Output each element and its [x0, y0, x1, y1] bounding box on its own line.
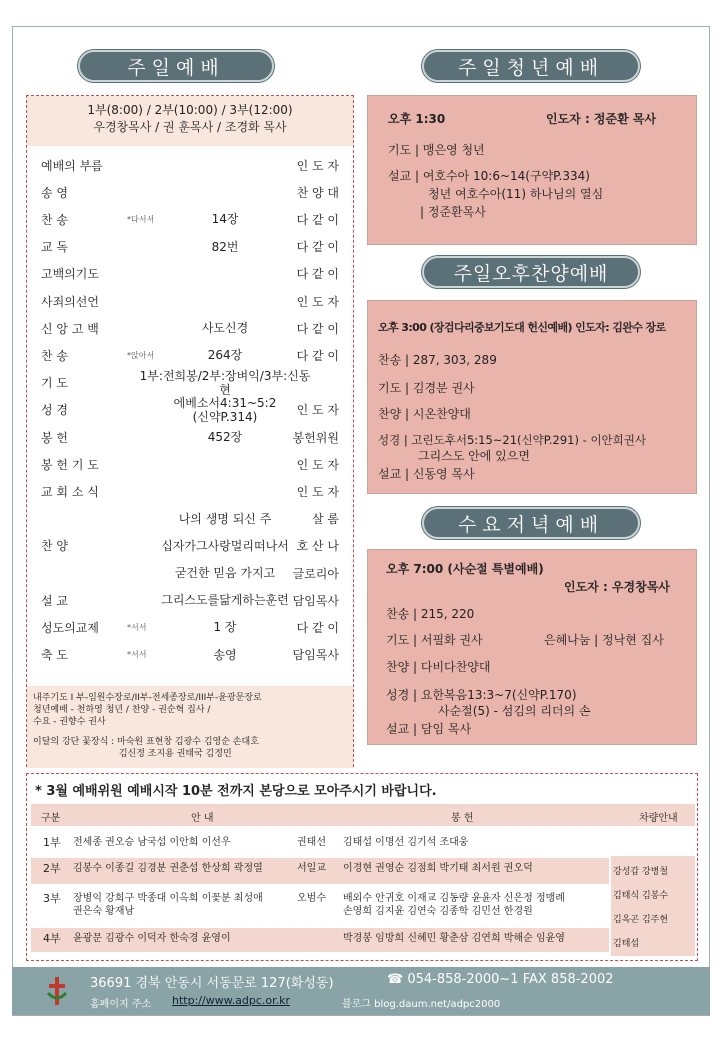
order-leader: 찬 양 대 — [296, 185, 339, 200]
wednesday-service-box — [367, 549, 697, 745]
committee-row — [31, 858, 609, 884]
wednesday-praise: 찬양 | 다비다찬양대 — [386, 660, 491, 674]
order-row — [27, 560, 353, 586]
youth-sermon-title: 청년 여호수아(11) 하나님의 열심 — [428, 187, 604, 201]
order-item: 사죄의선언 — [41, 294, 99, 309]
order-item: 축 도 — [41, 648, 68, 663]
youth-sermon-preacher: | 정준환목사 — [420, 205, 486, 219]
wednesday-title-text: 수요저녁예배 — [457, 513, 605, 536]
afternoon-prayer: 기도 | 김경분 권사 — [378, 381, 475, 395]
order-content: 사도신경 — [201, 321, 249, 336]
committee-row — [31, 928, 609, 952]
homepage-label: 홈페이지 주소 — [90, 999, 152, 1010]
sunday-order-box — [26, 95, 354, 767]
note-line: 수요 - 권향수 권사 — [33, 717, 106, 727]
order-leader: 글로리아 — [292, 566, 339, 581]
order-row — [27, 614, 353, 640]
afternoon-title-text: 주일오후찬양예배 — [453, 262, 609, 285]
header-part: 구분 — [41, 813, 61, 824]
order-content: 굳건한 믿음 가지고 — [174, 566, 276, 580]
committee-table-header — [31, 804, 695, 826]
row-lead: 오범수 — [297, 893, 326, 904]
order-leader: 다 같 이 — [296, 240, 339, 255]
wednesday-grace-sharing: 은혜나눔 | 정낙현 집사 — [544, 633, 664, 647]
order-item: 송 영 — [41, 185, 68, 200]
footer-blog: 블로그 blog.daum.net/adpc2000 — [342, 999, 501, 1010]
order-posture: *서서 — [127, 622, 147, 632]
order-row — [27, 206, 353, 232]
afternoon-sermon-title: 그리스도 안에 있으면 — [418, 449, 530, 463]
homepage-link[interactable]: http://www.adpc.or.kr — [172, 994, 291, 1007]
order-row — [27, 342, 353, 368]
order-leader: 인 도 자 — [296, 484, 339, 499]
order-content: 나의 생명 되신 주 — [178, 511, 272, 526]
youth-service-box — [367, 95, 697, 245]
order-content: 에베소서4:31~5:2 (신약P.314) — [173, 395, 277, 424]
note-line: 내주기도 I 부-임원수장로/II부-전세종장로/III부-윤광문장로 — [33, 693, 262, 703]
order-item: 고백의기도 — [41, 267, 99, 282]
order-content: 그리스도를닮게하는훈련 — [161, 593, 289, 608]
order-row — [27, 424, 353, 450]
driver-line: 김태섭 — [613, 939, 640, 949]
order-row — [27, 315, 353, 341]
order-content: 송영 — [213, 647, 237, 662]
wednesday-service-title — [422, 507, 640, 539]
order-row — [27, 642, 353, 668]
note-line: 김신정 조지용 권태국 김정민 — [33, 749, 232, 759]
order-content: 14장 — [211, 212, 239, 227]
committee-section — [26, 773, 698, 961]
note-line: 청년예배 - 천하영 청년 / 찬양 - 권순혁 집사 / — [33, 705, 211, 715]
youth-title-text: 주일청년예배 — [457, 56, 605, 79]
order-row — [27, 234, 353, 260]
order-leader: 호 산 나 — [296, 539, 339, 554]
order-row — [27, 288, 353, 314]
order-content: 십자가그사랑멀리떠나서 — [161, 538, 289, 553]
committee-heading: * 3월 예배위원 예배시작 10분 전까지 본당으로 모아주시기 바랍니다. — [35, 784, 437, 799]
order-leader: 담임목사 — [292, 593, 339, 608]
row-guide: 전세종 권오승 남국섭 이안희 이선우 — [73, 837, 231, 848]
church-logo-icon — [44, 975, 70, 1007]
row-offering: 배외수 안귀호 이재교 김동량 윤윤자 신은정 정맹례 손영희 김지윤 김연숙 김종학 김민선 한경원 — [343, 893, 565, 917]
footer-bar — [12, 967, 710, 1015]
driver-line: 김옥곤 김주현 — [613, 915, 669, 925]
row-guide: 윤광문 김광수 이덕자 한숙경 윤영이 — [73, 933, 231, 944]
row-part: 1부 — [43, 836, 61, 849]
sunday-notes — [27, 686, 353, 768]
order-posture: *서서 — [127, 650, 147, 660]
order-item: 찬 양 — [41, 539, 68, 554]
order-leader: 봉헌위원 — [292, 430, 339, 445]
footer-address: 36691 경북 안동시 서동문로 127(화성동) — [90, 976, 334, 991]
order-item: 찬 송 — [41, 212, 68, 227]
header-guide: 안 내 — [191, 813, 214, 824]
row-offering: 박경봉 임방희 신혜민 황춘삼 김연희 박해순 임윤영 — [343, 933, 565, 944]
sunday-times: 1부(8:00) / 2부(10:00) / 3부(12:00) — [87, 103, 293, 117]
row-lead: 권태선 — [297, 837, 326, 848]
committee-row — [31, 888, 609, 924]
order-posture: *앉아서 — [127, 350, 155, 360]
youth-time: 오후 1:30 — [388, 112, 446, 126]
order-item: 성 경 — [41, 403, 68, 418]
order-leader: 살 롬 — [312, 512, 339, 527]
youth-service-title — [422, 50, 640, 82]
order-content: 82번 — [211, 239, 239, 254]
afternoon-sermon: 설교 | 신동영 목사 — [378, 467, 475, 481]
afternoon-praise: 찬양 | 시온찬양대 — [378, 407, 471, 421]
sunday-title-text: 주일예배 — [127, 56, 225, 79]
row-guide: 장병익 강희구 박종대 이옥희 이꽃분 최성애 권은숙 황재남 — [73, 893, 263, 917]
order-leader: 인 도 자 — [296, 457, 339, 472]
row-part: 3부 — [43, 892, 61, 905]
wednesday-time: 오후 7:00 (사순절 특별예배) — [386, 562, 544, 576]
order-row — [27, 397, 353, 423]
order-content: 452장 — [207, 430, 243, 444]
row-lead: 서일교 — [297, 863, 326, 874]
order-content: 264장 — [207, 348, 243, 363]
order-row — [27, 152, 353, 178]
wednesday-sermon-title: 사순절(5) - 섬김의 리더의 손 — [438, 704, 591, 718]
youth-prayer: 기도 | 맹은영 청년 — [388, 143, 485, 157]
order-leader: 다 같 이 — [296, 212, 339, 227]
sunday-pastors: 우경창목사 / 권 훈목사 / 조경화 목사 — [93, 120, 287, 134]
driver-line: 강성갑 강병철 — [613, 867, 669, 877]
wednesday-hymn: 찬송 | 215, 220 — [386, 607, 475, 621]
order-row — [27, 261, 353, 287]
order-row — [27, 451, 353, 477]
row-offering: 이경현 권영순 김점희 박기태 최서원 권오덕 — [343, 863, 533, 874]
order-content: 1부:전희봉/2부:장벼익/3부:신동현 — [139, 368, 311, 397]
order-row — [27, 533, 353, 559]
header-drivers: 차량안내 — [639, 813, 678, 824]
order-row — [27, 370, 353, 396]
wednesday-leader: 인도자 : 우경창목사 — [564, 580, 670, 594]
order-leader: 담임목사 — [292, 648, 339, 663]
footer-phone: ☎ 054-858-2000~1 FAX 858-2002 — [387, 972, 614, 987]
order-row — [27, 179, 353, 205]
wednesday-prayer: 기도 | 서필화 권사 — [386, 633, 483, 647]
row-part: 4부 — [43, 932, 61, 945]
row-part: 2부 — [43, 862, 61, 875]
order-item: 봉 헌 기 도 — [41, 457, 99, 472]
order-posture: *다서서 — [127, 214, 155, 224]
order-item: 기 도 — [41, 376, 68, 391]
afternoon-service-title — [422, 256, 640, 288]
order-leader: 다 같 이 — [296, 321, 339, 336]
order-item: 예배의 부름 — [41, 158, 103, 173]
order-leader: 인 도 자 — [296, 294, 339, 309]
note-line: 이달의 강단 꽃장식 : 마숙원 표현창 김광수 김영순 손대호 — [33, 737, 259, 747]
order-leader: 다 같 이 — [296, 267, 339, 282]
order-item: 찬 송 — [41, 348, 68, 363]
sunday-service-title — [78, 50, 274, 82]
order-row — [27, 587, 353, 613]
driver-line: 김태식 김봉수 — [613, 891, 669, 901]
order-item: 신 앙 고 백 — [41, 321, 99, 336]
order-item: 설 교 — [41, 593, 68, 608]
order-leader: 인 도 자 — [296, 403, 339, 418]
order-row — [27, 478, 353, 504]
order-content: 1 장 — [213, 620, 237, 635]
order-leader: 인 도 자 — [296, 158, 339, 173]
youth-leader: 인도자 : 정준환 목사 — [546, 112, 657, 126]
row-guide: 김봉수 이종길 김경분 권춘섭 한상희 곽정열 — [73, 863, 263, 874]
afternoon-scripture: 성경 | 고린도후서5:15~21(신약P.291) - 이안희권사 — [378, 433, 646, 447]
afternoon-service-box — [367, 300, 697, 494]
order-item: 봉 헌 — [41, 430, 68, 445]
sunday-header — [27, 96, 353, 146]
youth-sermon-scripture: 설교 | 여호수아 10:6~14(구약P.334) — [388, 169, 590, 183]
order-leader: 다 같 이 — [296, 348, 339, 363]
drivers-cell — [611, 856, 695, 956]
wednesday-scripture: 성경 | 요한복음13:3~7(신약P.170) — [386, 688, 577, 702]
order-item: 교 독 — [41, 240, 68, 255]
wednesday-sermon: 설교 | 담임 목사 — [386, 722, 472, 736]
order-item: 교 회 소 식 — [41, 484, 99, 499]
committee-row — [31, 832, 609, 854]
order-leader: 다 같 이 — [296, 620, 339, 635]
order-row — [27, 506, 353, 532]
header-offering: 봉 헌 — [451, 813, 474, 824]
afternoon-hymn: 찬송 | 287, 303, 289 — [378, 353, 497, 367]
order-item: 성도의교제 — [41, 620, 99, 635]
afternoon-header: 오후 3:00 (장검다리중보기도대 헌신예배) 인도자: 김완수 장로 — [378, 321, 666, 334]
row-offering: 김태섭 이명선 김기석 조대웅 — [343, 837, 469, 848]
